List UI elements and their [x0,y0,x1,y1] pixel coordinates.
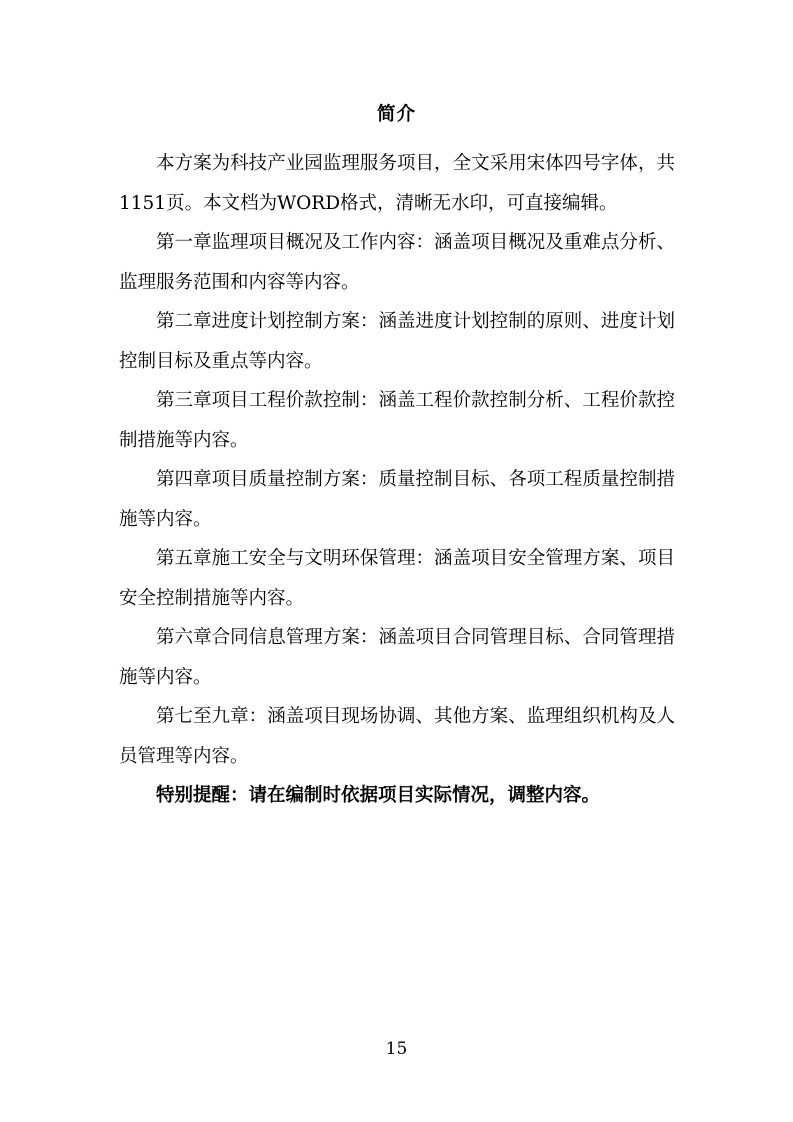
special-reminder: 特别提醒：请在编制时依据项目实际情况，调整内容。 [156,785,601,806]
chapter-5-paragraph: 第五章施工安全与文明环保管理：涵盖项目安全管理方案、项目安全控制措施等内容。 [119,548,675,609]
chapter-2-paragraph: 第二章进度计划控制方案：涵盖进度计划控制的原则、进度计划控制目标及重点等内容。 [119,311,675,372]
intro-paragraph: 本方案为科技产业园监理服务项目，全文采用宋体四号字体，共1151页。本文档为WORD格式，清晰无水印，可直接编辑。 [119,153,675,214]
chapter-6-paragraph: 第六章合同信息管理方案：涵盖项目合同管理目标、合同管理措施等内容。 [119,627,675,688]
chapter-4-paragraph: 第四章项目质量控制方案：质量控制目标、各项工程质量控制措施等内容。 [119,469,675,530]
chapter-1-paragraph: 第一章监理项目概况及工作内容：涵盖项目概况及重难点分析、监理服务范围和内容等内容。 [119,232,675,293]
chapter-3-paragraph: 第三章项目工程价款控制：涵盖工程价款控制分析、工程价款控制措施等内容。 [119,390,675,451]
document-body [119,144,675,816]
page-title: 简介 [376,104,416,125]
chapter-7-9-paragraph: 第七至九章：涵盖项目现场协调、其他方案、监理组织机构及人员管理等内容。 [119,706,675,767]
page-number: 15 [385,1039,408,1059]
